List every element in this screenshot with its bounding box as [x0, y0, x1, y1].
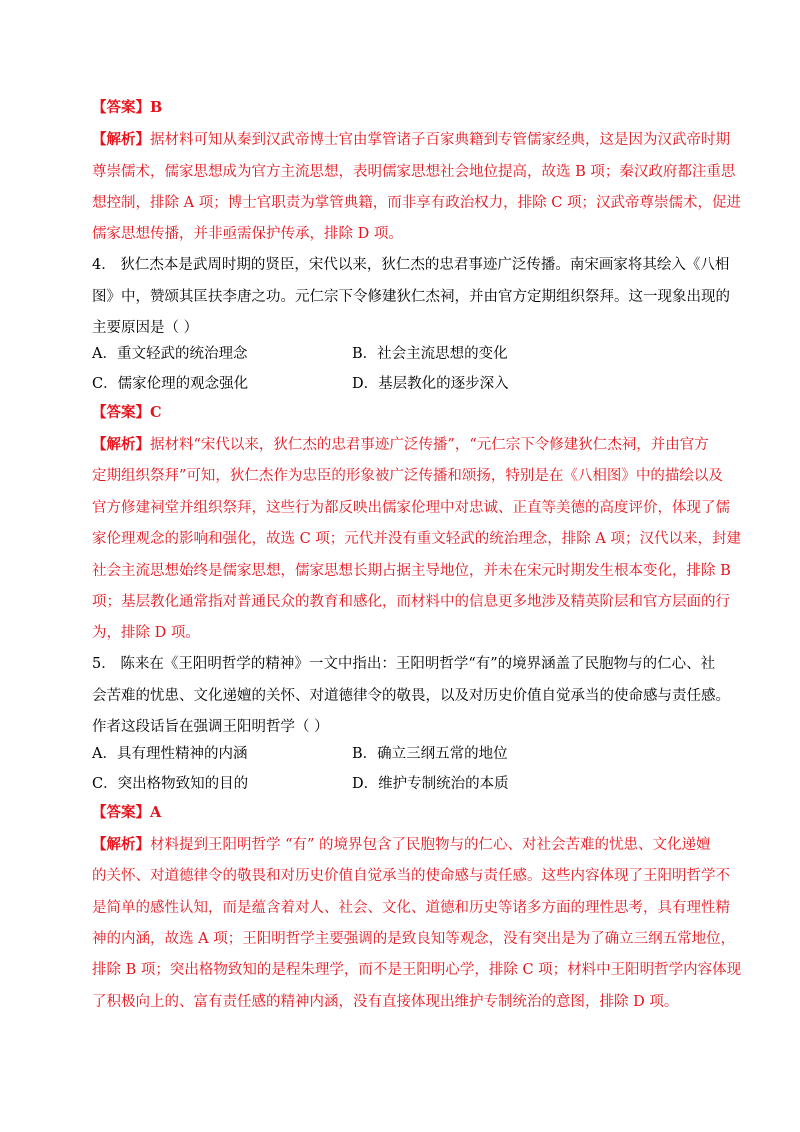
q4-stem-line: 4． 狄仁杰本是武周时期的贤臣，宋代以来，狄仁杰的忠君事迹广泛传播。南宋画家将其绘入《八相	[92, 257, 730, 273]
q4-answer: 【答案】C	[92, 404, 162, 421]
q4-analysis-line: 社会主流思想始终是儒家思想，儒家思想长期占据主导地位，并未在宋元时期发生根本变化，排除 B	[92, 563, 731, 579]
q4-analysis-line: 【解析】据材料“宋代以来，狄仁杰的忠君事迹广泛传播”，“元仁宗下令修建狄仁杰祠，并由官方	[92, 436, 709, 453]
q5-analysis-line: 神的内涵，故选 A 项；王阳明哲学主要强调的是致良知等观念，没有突出是为了确立三纲五常地位，	[92, 931, 736, 947]
q4-analysis-line: 为，排除 D 项。	[92, 625, 200, 641]
q5-option-a: A．具有理性精神的内涵	[92, 746, 248, 762]
q5-option-d: D．维护专制统治的本质	[352, 776, 509, 792]
q3-analysis-line: 【解析】据材料可知从秦到汉武帝博士官由掌管诸子百家典籍到专管儒家经典，这是因为汉武帝时期	[92, 131, 730, 148]
q4-option-d: D．基层教化的逐步深入	[352, 376, 509, 392]
q3-answer: 【答案】B	[92, 99, 163, 116]
q5-option-c: C．突出格物致知的目的	[92, 776, 249, 792]
q4-analysis-line: 官方修建祠堂并组织祭拜，这些行为都反映出儒家伦理中对忠诚、正直等美德的高度评价，体现了儒	[92, 500, 730, 516]
q5-analysis-line: 是简单的感性认知，而是蕴含着对人、社会、文化、道德和历史等诸多方面的理性思考，具有理性精	[92, 900, 730, 916]
q4-analysis-line: 家伦理观念的影响和强化，故选 C 项；元代并没有重文轻武的统治理念，排除 A 项；汉代以来，封建	[92, 531, 741, 547]
q4-option-a: A．重文轻武的统治理念	[92, 346, 248, 362]
q4-option-b: B．社会主流思想的变化	[352, 346, 508, 362]
q5-analysis-line: 排除 B 项；突出格物致知的是程朱理学，而不是王阳明心学，排除 C 项；材料中王阳明哲学内容体现	[92, 962, 742, 978]
q3-analysis-line: 尊崇儒术，儒家思想成为官方主流思想，表明儒家思想社会地位提高，故选 B 项；秦汉政府都注重思	[92, 164, 736, 180]
q4-analysis-line: 定期组织祭拜”可知，狄仁杰作为忠臣的形象被广泛传播和颂扬，特别是在《八相图》中的描绘以及	[92, 468, 723, 484]
q3-analysis-line: 儒家思想传播，并非亟需保护传承，排除 D 项。	[92, 226, 403, 242]
q5-stem-line: 5． 陈来在《王阳明哲学的精神》一文中指出：王阳明哲学“有”的境界涵盖了民胞物与的仁心、社	[92, 656, 716, 672]
q4-stem-line: 图》中，赞颂其匡扶李唐之功。元仁宗下令修建狄仁杰祠，并由官方定期组织祭拜。这一现象出现的	[92, 289, 730, 305]
q5-stem-line: 会苦难的忧患、文化递嬗的关怀、对道德律令的敬畏，以及对历史价值自觉承当的使命感与责任感。	[92, 688, 730, 704]
q5-stem-line: 作者这段话旨在强调王阳明哲学（ ）	[92, 719, 329, 735]
q5-option-b: B．确立三纲五常的地位	[352, 746, 508, 762]
q5-analysis-line: 的关怀、对道德律令的敬畏和对历史价值自觉承当的使命感与责任感。这些内容体现了王阳明哲学不	[92, 868, 730, 884]
q5-analysis-line: 了积极向上的、富有责任感的精神内涵，没有直接体现出维护专制统治的意图，排除 D 项。	[92, 994, 679, 1010]
q4-analysis-line: 项；基层教化通常指对普通民众的教育和感化，而材料中的信息更多地涉及精英阶层和官方层面的行	[92, 594, 730, 610]
q5-analysis-line: 【解析】材料提到王阳明哲学 “有” 的境界包含了民胞物与的仁心、对社会苦难的忧患、文化递嬗	[92, 836, 711, 853]
q3-analysis-line: 想控制，排除 A 项；博士官职责为掌管典籍，而非享有政治权力，排除 C 项；汉武帝尊崇儒术，促进	[92, 195, 741, 211]
q5-answer: 【答案】A	[92, 804, 162, 821]
q4-stem-line: 主要原因是（ ）	[92, 320, 199, 336]
q4-option-c: C．儒家伦理的观念强化	[92, 376, 249, 392]
